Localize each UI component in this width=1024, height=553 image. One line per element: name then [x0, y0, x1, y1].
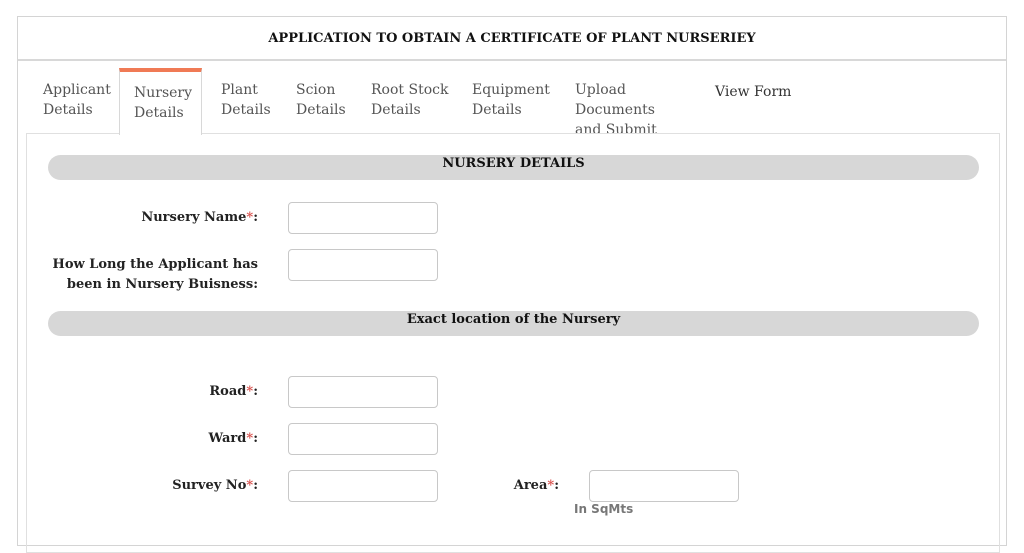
tab-label: Details [371, 102, 421, 118]
label-colon: : [253, 431, 258, 446]
tab-label: Details [43, 102, 93, 118]
road-label [87, 382, 258, 402]
years-in-business-label [47, 255, 258, 295]
label-text: Survey No [172, 478, 247, 493]
label-text: Nursery Name [141, 210, 247, 225]
label-colon: : [253, 384, 258, 399]
tab-label: Nursery [134, 85, 193, 101]
label-colon: : [253, 210, 258, 225]
area-label [467, 476, 559, 496]
years-in-business-input[interactable] [288, 249, 438, 281]
tab-label: Details [472, 102, 522, 118]
area-input[interactable] [589, 470, 739, 502]
tab-label: Details [221, 102, 271, 118]
label-text: Area [513, 478, 548, 493]
tab-label: View Form [715, 84, 792, 100]
tab-label: Root Stock [371, 82, 449, 98]
road-input[interactable] [288, 376, 438, 408]
page-title-text: APPLICATION TO OBTAIN A CERTIFICATE OF PLANT NURSERIEY [268, 30, 756, 46]
label-colon: : [253, 478, 258, 493]
page-title [18, 17, 1006, 61]
tab-label: and Submit [575, 122, 657, 138]
required-marker: * [246, 478, 254, 493]
label-text: Road [209, 384, 247, 399]
survey-no-input[interactable] [288, 470, 438, 502]
required-marker: * [246, 210, 254, 225]
tab-label: Applicant [43, 82, 111, 98]
tab-label: Details [296, 102, 346, 118]
tab-label: Details [134, 105, 184, 121]
application-panel [17, 16, 1007, 546]
section-header-location: Exact location of the Nursery [48, 311, 979, 336]
tab-view-form[interactable] [715, 68, 805, 134]
nursery-name-label [87, 208, 258, 228]
required-marker: * [246, 431, 254, 446]
tab-equipment-details[interactable] [472, 68, 567, 134]
tab-label: Scion [296, 82, 336, 98]
tab-plant-details[interactable] [221, 68, 291, 134]
tab-label: Upload Documents [575, 82, 655, 118]
tab-root-stock-details[interactable] [371, 68, 466, 134]
tab-bar [26, 68, 1000, 138]
label-text: Ward [208, 431, 247, 446]
tab-label: Plant [221, 82, 258, 98]
ward-label [87, 429, 258, 449]
tab-upload-documents[interactable] [575, 68, 710, 138]
ward-input[interactable] [288, 423, 438, 455]
label-colon: : [554, 478, 559, 493]
tab-nursery-details[interactable] [119, 68, 202, 135]
label-text: How Long the Applicant has [52, 257, 258, 272]
tab-content-nursery [26, 133, 1000, 553]
required-marker: * [246, 384, 254, 399]
tab-label: Equipment [472, 82, 550, 98]
nursery-name-input[interactable] [288, 202, 438, 234]
area-unit-hint: In SqMts [574, 502, 634, 516]
survey-no-label [87, 476, 258, 496]
required-marker: * [547, 478, 555, 493]
tab-scion-details[interactable] [296, 68, 366, 134]
section-header-nursery-details: NURSERY DETAILS [48, 155, 979, 180]
label-text: been in Nursery Buisness: [66, 277, 258, 292]
